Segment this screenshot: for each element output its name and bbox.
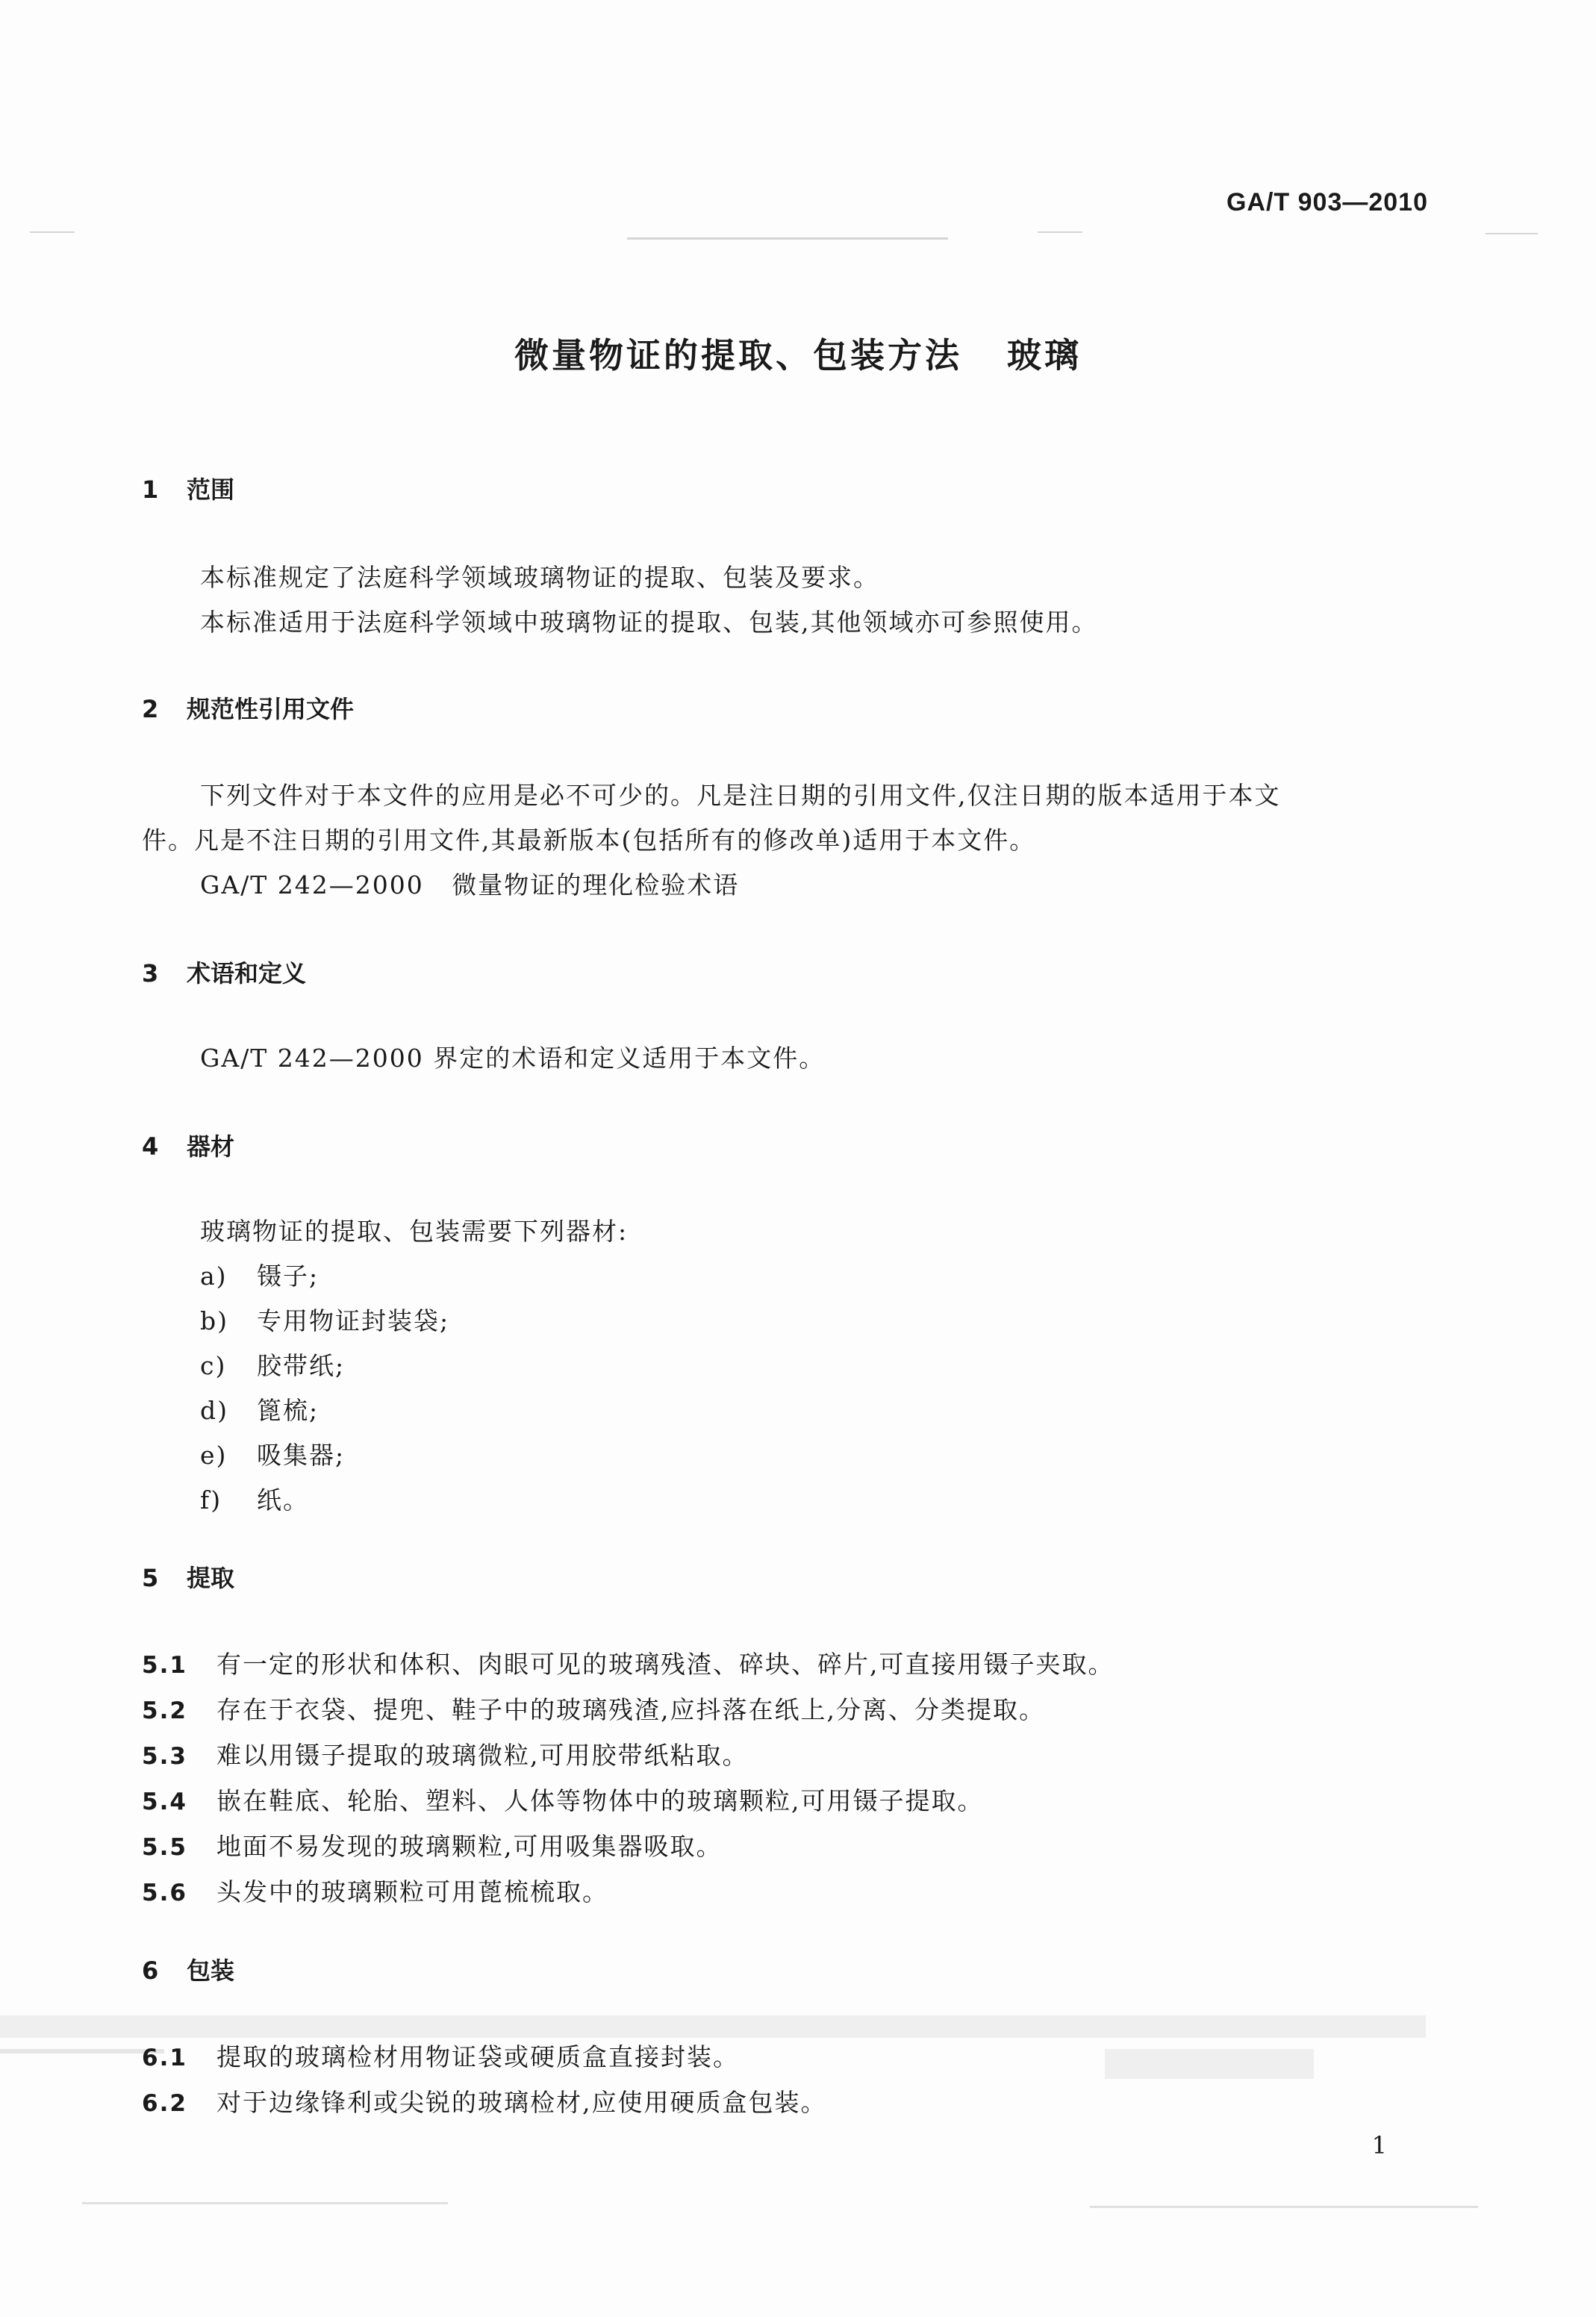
list-item	[142, 1254, 1456, 1299]
clause-text: 难以用镊子提取的玻璃微粒,可用胶带纸粘取。	[216, 1741, 749, 1770]
section-title: 术语和定义	[187, 959, 307, 988]
section-1-body	[142, 555, 1456, 645]
clause-text: 有一定的形状和体积、肉眼可见的玻璃残渣、碎块、碎片,可直接用镊子夹取。	[216, 1650, 1115, 1679]
clause-text: 存在于衣袋、提兜、鞋子中的玻璃残渣,应抖落在纸上,分离、分类提取。	[216, 1695, 1045, 1724]
clause	[142, 1642, 1456, 1688]
paragraph: GA/T 242—2000 界定的术语和定义适用于本文件。	[200, 1044, 826, 1073]
section-heading	[142, 475, 1456, 505]
list-item	[142, 1388, 1456, 1433]
clause-text: 提取的玻璃检材用物证袋或硬质盒直接封装。	[216, 2042, 739, 2071]
section-5-body	[142, 1642, 1456, 1915]
list-marker: b)	[200, 1306, 228, 1335]
section-4	[142, 1132, 1456, 1161]
section-6	[142, 1956, 1456, 1986]
clause-number: 6.1	[142, 2045, 187, 2071]
section-title: 器材	[187, 1132, 235, 1161]
clause-number: 5.2	[142, 1697, 187, 1724]
clause-text: 对于边缘锋利或尖锐的玻璃检材,应使用硬质盒包装。	[216, 2088, 827, 2117]
clause	[142, 1688, 1456, 1733]
page-number: 1	[1371, 2131, 1387, 2159]
paragraph: 本标准适用于法庭科学领域中玻璃物证的提取、包装,其他领域亦可参照使用。	[200, 608, 1098, 637]
list-text: 胶带纸;	[257, 1351, 346, 1380]
scan-noise	[1486, 233, 1538, 234]
section-2-body	[142, 773, 1456, 908]
list-intro: 玻璃物证的提取、包装需要下列器材:	[200, 1217, 629, 1246]
clause-text: 地面不易发现的玻璃颗粒,可用吸集器吸取。	[216, 1832, 723, 1861]
clause-text: 嵌在鞋底、轮胎、塑料、人体等物体中的玻璃颗粒,可用镊子提取。	[216, 1786, 984, 1815]
list-marker: c)	[200, 1351, 227, 1380]
section-3	[142, 958, 1456, 988]
paragraph-line: 下列文件对于本文件的应用是必不可少的。凡是注日期的引用文件,仅注日期的版本适用于本文	[200, 781, 1281, 810]
section-1	[142, 475, 1456, 505]
section-title: 规范性引用文件	[187, 695, 355, 723]
section-6-body	[142, 2035, 1456, 2126]
clause-number: 5.1	[142, 1652, 187, 1679]
section-number: 2	[142, 695, 159, 723]
section-number: 1	[142, 475, 159, 504]
section-number: 4	[142, 1132, 159, 1161]
list-text: 专用物证封装袋;	[257, 1306, 450, 1335]
scan-noise	[1090, 2206, 1478, 2208]
section-heading	[142, 1956, 1456, 1986]
paragraph: 本标准规定了法庭科学领域玻璃物证的提取、包装及要求。	[200, 563, 879, 592]
list-text: 篦梳;	[257, 1396, 319, 1425]
list-item	[142, 1478, 1456, 1523]
list-text: 纸。	[257, 1485, 309, 1515]
list-marker: d)	[200, 1396, 228, 1425]
list-text: 镊子;	[257, 1262, 319, 1291]
scan-noise	[0, 2049, 164, 2054]
section-heading	[142, 958, 1456, 988]
list-text: 吸集器;	[257, 1441, 346, 1470]
section-number: 6	[142, 1956, 159, 1985]
section-number: 3	[142, 959, 159, 988]
section-number: 5	[142, 1564, 159, 1592]
section-4-body	[142, 1209, 1456, 1523]
clause-text: 头发中的玻璃颗粒可用蓖梳梳取。	[216, 1877, 608, 1906]
list-marker: e)	[200, 1441, 228, 1470]
section-heading	[142, 1563, 1456, 1593]
clause-number: 5.5	[142, 1834, 187, 1861]
scan-noise	[627, 237, 948, 240]
clause	[142, 2035, 1456, 2080]
section-5	[142, 1563, 1456, 1593]
title-sub: 玻璃	[1007, 335, 1082, 375]
list-marker: a)	[200, 1262, 228, 1291]
title-main: 微量物证的提取、包装方法	[514, 335, 962, 375]
paragraph-line: 件。凡是不注日期的引用文件,其最新版本(包括所有的修改单)适用于本文件。	[142, 826, 1036, 855]
standard-number: GA/T 903—2010	[1226, 188, 1428, 216]
section-title: 包装	[187, 1956, 235, 1985]
section-heading	[142, 1132, 1456, 1161]
scan-noise	[1038, 231, 1082, 233]
normative-reference: GA/T 242—2000 微量物证的理化检验术语	[200, 870, 740, 899]
list-item	[142, 1299, 1456, 1344]
clause-number: 5.6	[142, 1880, 187, 1906]
list-item	[142, 1344, 1456, 1388]
section-title: 范围	[187, 475, 235, 504]
clause-number: 5.4	[142, 1789, 187, 1815]
list-item	[142, 1433, 1456, 1478]
clause-number: 6.2	[142, 2090, 187, 2117]
clause	[142, 1779, 1456, 1824]
document-title	[0, 328, 1596, 378]
clause	[142, 1870, 1456, 1915]
section-3-body	[142, 1036, 1456, 1081]
section-title: 提取	[187, 1564, 235, 1592]
section-heading	[142, 694, 1456, 724]
clause-number: 5.3	[142, 1743, 187, 1770]
list-marker: f)	[200, 1485, 222, 1515]
scan-noise	[30, 231, 75, 233]
scan-noise	[82, 2202, 448, 2204]
clause	[142, 1824, 1456, 1870]
clause	[142, 2080, 1456, 2126]
clause	[142, 1733, 1456, 1779]
section-2	[142, 694, 1456, 724]
